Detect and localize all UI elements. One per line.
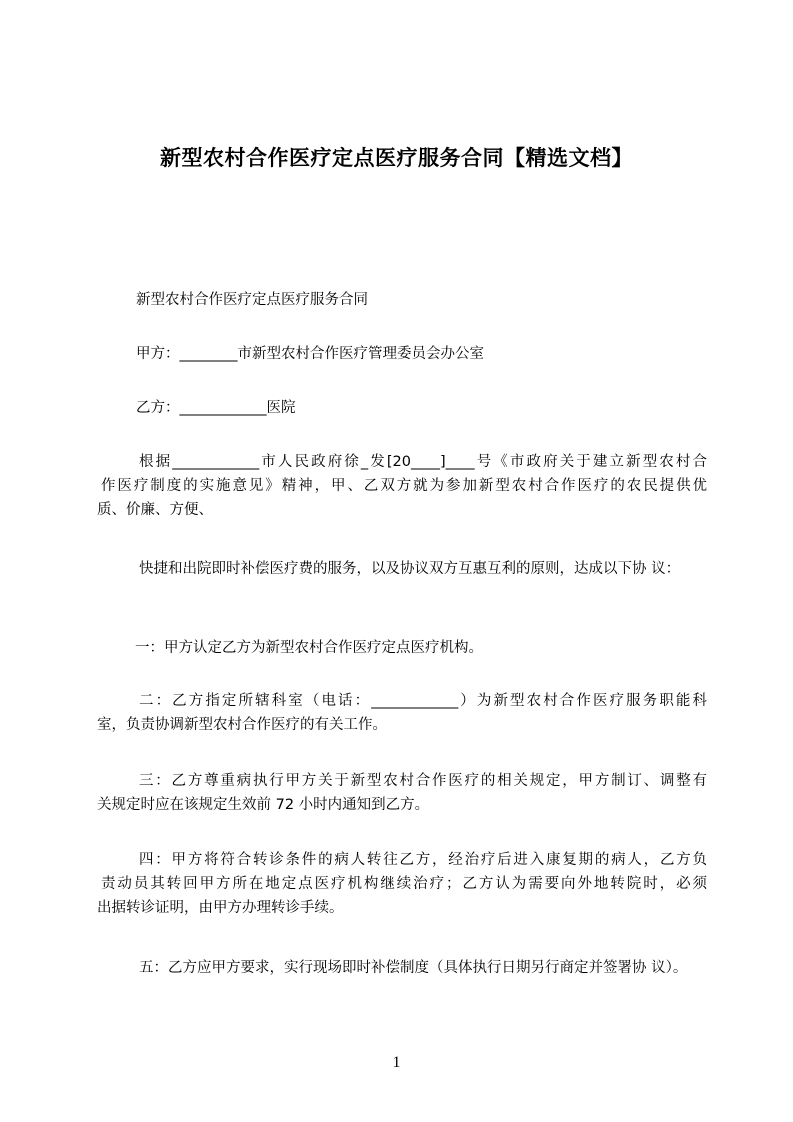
clause-2 bbox=[97, 689, 707, 737]
clause-4-line-1: 四：甲方将符合转诊条件的病人转往乙方，经治疗后进入康复期的病人，乙方负 bbox=[139, 852, 707, 868]
page-number: 1 bbox=[392, 1054, 401, 1071]
clause-4 bbox=[97, 848, 707, 920]
basis-cont-line-2: 议： bbox=[651, 561, 681, 577]
clause-2-line-2: 室，负责协调新型农村合作医疗的有关工作。 bbox=[97, 717, 387, 733]
clause-5-line-2: 议）。 bbox=[651, 960, 688, 976]
clause-5 bbox=[97, 956, 707, 980]
basis-line-3: 质、价廉、方便、 bbox=[97, 502, 213, 518]
clause-4-line-2: 责动员其转回甲方所在地定点医疗机构继续治疗；乙方认为需要向外地转院时，必须 bbox=[101, 876, 707, 892]
clause-3-line-1: 三：乙方尊重病执行甲方关于新型农村合作医疗的相关规定，甲方制订、调整有 bbox=[139, 773, 707, 789]
document-title: 新型农村合作医疗定点医疗服务合同【精选文档】 bbox=[160, 146, 633, 170]
party-b bbox=[136, 396, 746, 420]
clause-3 bbox=[97, 769, 707, 817]
clause-5-line-1: 五：乙方应甲方要求，实行现场即时补偿制度（具体执行日期另行商定并签署协 bbox=[139, 960, 647, 976]
basis-line-2: 作医疗制度的实施意见》精神，甲、乙双方就为参加新型农村合作医疗的农民提供优 bbox=[101, 478, 707, 494]
basis-continued-paragraph bbox=[97, 557, 707, 581]
party-a bbox=[136, 342, 746, 366]
subtitle-text: 新型农村合作医疗定点医疗服务合同 bbox=[136, 292, 368, 308]
contract-subtitle bbox=[136, 288, 746, 312]
clause-1-line-1: 一：甲方认定乙方为新型农村合作医疗定点医疗机构。 bbox=[135, 640, 483, 656]
basis-paragraph bbox=[97, 450, 707, 522]
clause-3-line-2: 关规定时应在该规定生效前 72 小时内通知到乙方。 bbox=[97, 797, 430, 813]
basis-cont-line-1: 快捷和出院即时补偿医疗费的服务，以及协议双方互惠互利的原则，达成以下协 bbox=[139, 561, 647, 577]
clause-1 bbox=[97, 636, 707, 660]
basis-line-1: 根据____________市人民政府徐_发[20____]____号《市政府关于建立新型农村合 bbox=[139, 454, 707, 470]
party-b-text: 乙方：____________医院 bbox=[136, 400, 296, 416]
clause-4-line-3: 出据转诊证明，由甲方办理转诊手续。 bbox=[97, 900, 344, 916]
clause-2-line-1: 二：乙方指定所辖科室（电话：____________）为新型农村合作医疗服务职能科 bbox=[139, 693, 707, 709]
party-a-text: 甲方：________市新型农村合作医疗管理委员会办公室 bbox=[136, 346, 484, 362]
